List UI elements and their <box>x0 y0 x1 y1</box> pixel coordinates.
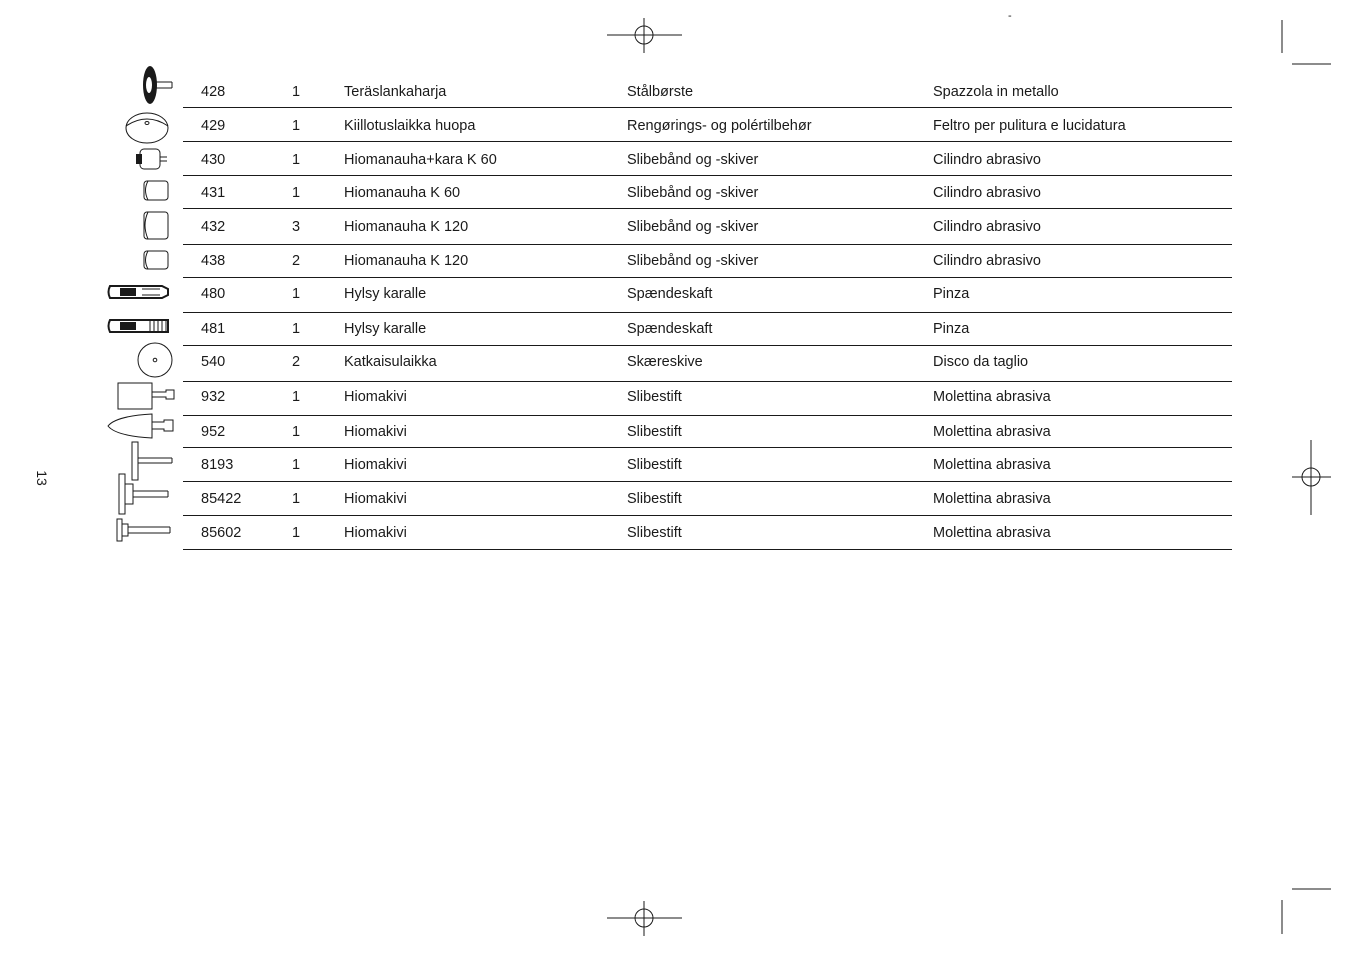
cylinder-grinding-stone-icon <box>116 381 176 411</box>
collet-threaded-icon <box>106 315 172 337</box>
table-row <box>183 108 1232 142</box>
sanding-band-icon <box>140 178 172 204</box>
sanding-band-small-icon <box>140 248 172 274</box>
cone-grinding-stone-icon <box>106 412 176 440</box>
part-number: 429 <box>201 118 226 134</box>
wire-brush-icon <box>136 64 176 106</box>
part-number: 430 <box>201 152 226 168</box>
part-qty: 1 <box>292 457 301 473</box>
part-qty: 1 <box>292 321 301 337</box>
table-row <box>183 448 1232 482</box>
crop-mark-top-right <box>1282 20 1331 64</box>
part-name-it: Cilindro abrasivo <box>933 219 1041 235</box>
cutting-disc-icon <box>136 341 176 381</box>
registration-mark-bottom <box>607 901 682 936</box>
part-name-it: Molettina abrasiva <box>933 491 1051 507</box>
part-qty: 2 <box>292 253 301 269</box>
part-number: 431 <box>201 185 226 201</box>
part-name-fi: Hiomanauha+kara K 60 <box>344 152 497 168</box>
part-number: 540 <box>201 354 226 370</box>
table-row <box>183 278 1232 313</box>
part-name-da: Skæreskive <box>627 354 703 370</box>
part-name-fi: Hiomakivi <box>344 525 407 541</box>
part-name-fi: Katkaisulaikka <box>344 354 437 370</box>
part-number: 932 <box>201 389 226 405</box>
part-name-da: Slibestift <box>627 457 682 473</box>
part-name-it: Spazzola in metallo <box>933 84 1059 100</box>
sanding-drum-mandrel-icon <box>134 146 170 172</box>
table-row <box>183 346 1232 382</box>
part-name-da: Slibebånd og -skiver <box>627 152 759 168</box>
part-name-it: Disco da taglio <box>933 354 1029 370</box>
table-row <box>183 416 1232 448</box>
part-name-da: Slibestift <box>627 491 682 507</box>
part-name-it: Cilindro abrasivo <box>933 152 1041 168</box>
part-qty: 1 <box>292 118 301 134</box>
part-name-it: Feltro per pulitura e lucidatura <box>933 118 1126 134</box>
part-name-da: Slibebånd og -skiver <box>627 219 759 235</box>
table-row <box>183 482 1232 516</box>
part-name-fi: Kiillotuslaikka huopa <box>344 118 476 134</box>
part-name-da: Slibebånd og -skiver <box>627 253 759 269</box>
part-name-fi: Hiomakivi <box>344 491 407 507</box>
registration-mark-right <box>1292 440 1331 515</box>
part-name-da: Spændeskaft <box>627 321 713 337</box>
part-name-fi: Hiomakivi <box>344 457 407 473</box>
part-number: 438 <box>201 253 226 269</box>
part-name-da: Slibestift <box>627 525 682 541</box>
part-qty: 1 <box>292 424 301 440</box>
part-number: 480 <box>201 286 226 302</box>
part-name-da: Rengørings- og polértilbehør <box>627 118 812 134</box>
part-name-fi: Hiomanauha K 120 <box>344 253 469 269</box>
wheel-grinding-stone-large-icon <box>116 472 174 516</box>
part-name-it: Molettina abrasiva <box>933 424 1051 440</box>
felt-polishing-disc-icon <box>124 106 170 146</box>
part-number: 432 <box>201 219 226 235</box>
part-name-it: Molettina abrasiva <box>933 525 1051 541</box>
part-qty: 1 <box>292 286 301 302</box>
parts-table <box>183 75 1232 550</box>
table-row <box>183 313 1232 346</box>
table-row <box>183 75 1232 108</box>
part-name-da: Spændeskaft <box>627 286 713 302</box>
part-number: 428 <box>201 84 226 100</box>
part-name-fi: Hylsy karalle <box>344 286 427 302</box>
part-name-da: Slibebånd og -skiver <box>627 185 759 201</box>
part-name-it: Cilindro abrasivo <box>933 253 1041 269</box>
part-qty: 1 <box>292 185 301 201</box>
part-number: 85602 <box>201 525 242 541</box>
part-name-fi: Hiomakivi <box>344 424 407 440</box>
collet-icon <box>106 281 172 303</box>
part-qty: 3 <box>292 219 301 235</box>
part-number: 952 <box>201 424 226 440</box>
table-row <box>183 382 1232 416</box>
part-number: 481 <box>201 321 226 337</box>
table-row <box>183 516 1232 550</box>
crop-mark-bottom-right <box>1282 889 1331 934</box>
part-number: 8193 <box>201 457 234 473</box>
part-name-fi: Hiomanauha K 120 <box>344 219 469 235</box>
table-row <box>183 209 1232 245</box>
table-row <box>183 245 1232 278</box>
table-row <box>183 142 1232 176</box>
part-qty: 1 <box>292 152 301 168</box>
part-name-it: Molettina abrasiva <box>933 389 1051 405</box>
part-qty: 1 <box>292 84 301 100</box>
part-name-fi: Hiomakivi <box>344 389 407 405</box>
part-name-da: Slibestift <box>627 389 682 405</box>
table-row <box>183 176 1232 209</box>
part-qty: 2 <box>292 354 301 370</box>
top-mark: - <box>1008 10 1012 22</box>
part-name-it: Pinza <box>933 321 970 337</box>
part-qty: 1 <box>292 389 301 405</box>
registration-mark-top <box>607 18 682 53</box>
part-name-it: Molettina abrasiva <box>933 457 1051 473</box>
part-qty: 1 <box>292 525 301 541</box>
part-name-fi: Teräslankaharja <box>344 84 447 100</box>
part-qty: 1 <box>292 491 301 507</box>
part-name-da: Slibestift <box>627 424 682 440</box>
part-name-da: Stålbørste <box>627 84 694 100</box>
part-name-fi: Hiomanauha K 60 <box>344 185 461 201</box>
page-number: 13 <box>34 470 50 486</box>
part-number: 85422 <box>201 491 242 507</box>
part-name-it: Cilindro abrasivo <box>933 185 1041 201</box>
part-name-fi: Hylsy karalle <box>344 321 427 337</box>
part-name-it: Pinza <box>933 286 970 302</box>
wheel-grinding-stone-thin-icon <box>114 516 174 544</box>
sanding-band-large-icon <box>140 209 172 243</box>
